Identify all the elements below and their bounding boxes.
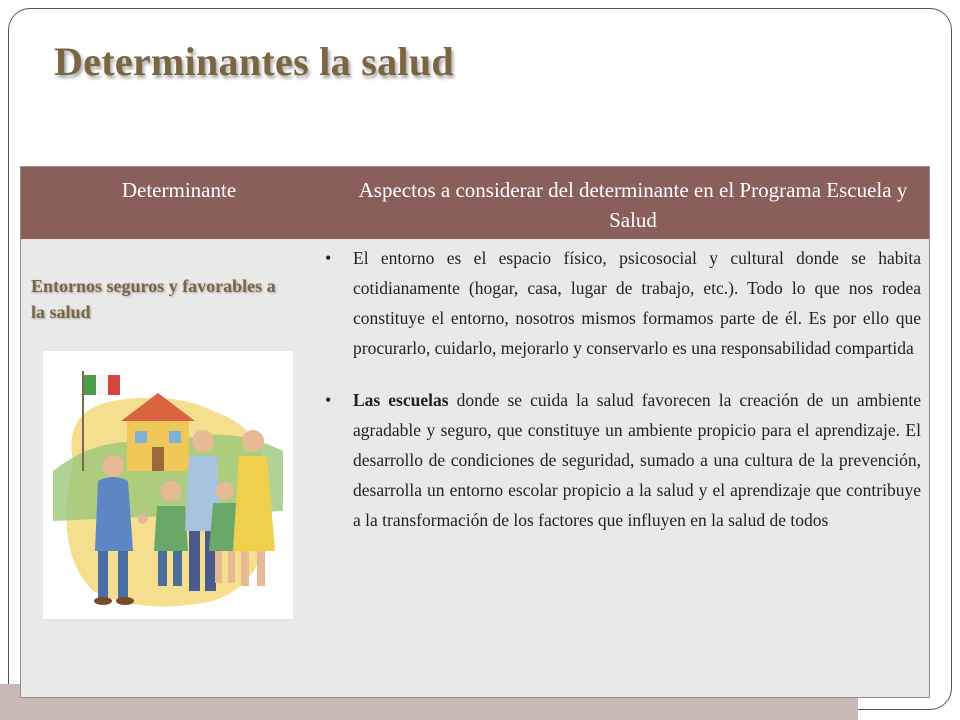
aspect-bold-lead: Las escuelas bbox=[353, 390, 449, 410]
determinants-table bbox=[20, 166, 930, 698]
aspect-item bbox=[319, 243, 921, 363]
slide-title: Determinantes la salud bbox=[54, 39, 454, 84]
header-determinant: Determinante bbox=[121, 178, 237, 202]
table-header bbox=[21, 167, 929, 239]
aspect-item bbox=[319, 385, 921, 535]
header-aspects: Aspectos a considerar del determinante en el Programa Escuela y Salud bbox=[358, 178, 908, 232]
family-school-illustration bbox=[43, 351, 293, 619]
aspect-text: donde se cuida la salud favorecen la creación de un ambiente agradable y seguro, que constituye un ambiente propicio para el aprendizaje. El desarrollo de condiciones de seguridad, sumado a una cultura de la prevención, desarrolla un entorno escolar propicio a la salud y el aprendizaje que contribuye a la transformación de los factores que influyen en la salud de todos bbox=[353, 390, 921, 530]
aspect-text: El entorno es el espacio físico, psicosocial y cultural donde se habita cotidianamente (hogar, casa, lugar de trabajo, etc.). Todo lo que nos rodea constituye el entorno, nosotros mismos formamos parte de él. Es por ello que procurarlo, cuidarlo, mejorarlo y conservarlo es una responsabilidad compartida bbox=[353, 248, 921, 358]
bullet-icon: • bbox=[325, 390, 332, 410]
bullet-icon: • bbox=[325, 248, 332, 268]
illustration-svg bbox=[43, 351, 293, 619]
aspects-list bbox=[319, 243, 921, 557]
determinant-label: Entornos seguros y favorables a la salud bbox=[31, 276, 276, 322]
